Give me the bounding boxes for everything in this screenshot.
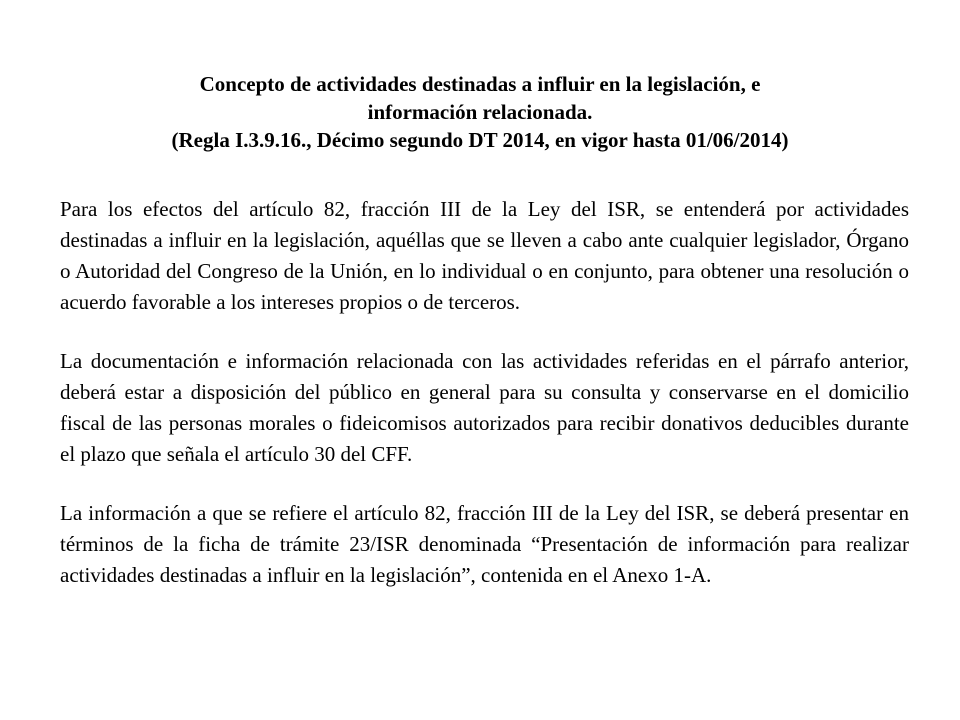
document-title (40, 70, 920, 154)
paragraph-documentation: La documentación e información relacionada con las actividades referidas en el párrafo anterior, deberá estar a disposición del público en general para su consulta y conservarse en el domicilio fiscal de las personas morales o fideicomisos autorizados para recibir donativos deducibles durante el plazo que señala el artículo 30 del CFF. (60, 349, 909, 466)
document-body (60, 194, 909, 591)
paragraph-presentation: La información a que se refiere el artículo 82, fracción III de la Ley del ISR, se deberá presentar en términos de la ficha de trámite 23/ISR denominada “Presentación de información para realizar actividades destinadas a influir en la legislación”, contenida en el Anexo 1-A. (60, 501, 909, 587)
title-line-2: información relacionada. (367, 100, 593, 124)
title-line-3: (Regla I.3.9.16., Décimo segundo DT 2014, en vigor hasta 01/06/2014) (171, 128, 789, 152)
paragraph-definition: Para los efectos del artículo 82, fracción III de la Ley del ISR, se entenderá por actividades destinadas a influir en la legislación, aquéllas que se lleven a cabo ante cualquier legislador, Órgano o Autoridad del Congreso de la Unión, en lo individual o en conjunto, para obtener una resolución o acuerdo favorable a los intereses propios o de terceros. (60, 197, 909, 314)
title-line-1: Concepto de actividades destinadas a influir en la legislación, e (199, 72, 761, 96)
